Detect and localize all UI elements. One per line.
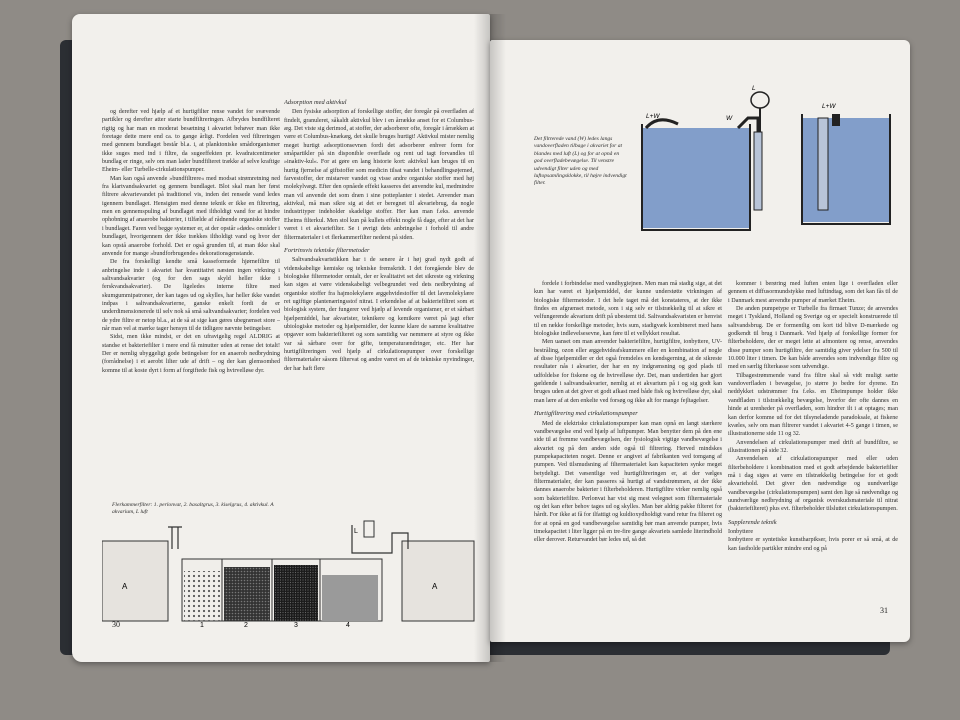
left-column-2 [284, 94, 474, 474]
pump [364, 521, 374, 537]
label-l-w-left: L+W [646, 113, 660, 120]
body-paragraph: kommer i berøring med luften enten lige i overfladen eller gennem et diffusormundstykke med luftindtag, som det kan fås til de i Danmark mest anvendte pumper af mærket Eheim. [728, 281, 898, 304]
label-a-left: A [122, 582, 128, 591]
body-paragraph: og derefter ved hjælp af et hurtigfilter rense vandet for svævende partikler og derefter atter starte bundfiltreringen. Afbrydes bundfilteret rigtig og har man en moderat besætning i akvariet behøver man ikke foretage dette mere end ca. to gange årligt. Fordelen ved filtreringen med gennem bundlaget består bl.a. i, at planktoniske smådorganismer ikke suges med ind i filtre, da sugeeffekten pr. kvadratcentimeter bundlag er ringe, selv om man lader bundfilteret trække af selve kraftige Eheim- eller Turbelle-cirkulationspumper. [102, 109, 280, 174]
aquarium-right [402, 541, 474, 621]
label-a-right: A [432, 582, 438, 591]
body-paragraph: Saltvandsakvaristikken har i de senere år i høj grad nydt godt af videnskabelige kemiske og tekniske fremskridt. I det foregående blev de biologiske filtermetoder omtalt, der er kvalitativt set det sikreste og virkning kan siges at være videnskabeligt velbegrundet ved dets nedbrydning af organiske stoffer fra hajmolekylære æggehvidestoffer til det lavmolekylære ret ugiftige plantenæringsstof nitrat. I erkendelse af at bakteriefiltret som et biologisk system, der fungerer ved hjælp af levende organismer, er et sårbart hjælpemiddel, har akvarister, teknikere og kemikere været på jagt efter ubiologiske metoder og hjælpemidler, der kunne klare de samme kvalitative opgaver som bakteriefilteret og som samtidig var nemmere at styre og ikke var så sårbare over for gifte, temperaturændringer, etc. Her har hurtigfiltreringen ved hjælp af cirkulationspumper over forskellige filtermaterialer såsom filtervat og andre været en af de tekniske nyvindinger, der har haft flere [284, 257, 474, 372]
return-pipe [352, 525, 408, 553]
label-l: L [354, 528, 358, 535]
body-paragraph: De anden pumpetype er Turbelle fra firmaet Tunze; de anvendes meget i Tyskland, Holland og Sverige og er specielt konstruerede til saltvandsbrug. De er formentlig om kort tid blive D-mærkede og godkendt til brug i Danmark. Ved hjælp af forskellige former for filterbeholdere, der er meget lette at afmontere og rense, anvendes disse pumper som hurtigfiltre, der samtidig giver ydelser fra 500 til 10.000 liter i timen. De kan både anvendes som indvendige filtre og med en særlig filterkasse som udvendige. [728, 306, 898, 371]
outside-filter-tank-water [642, 128, 750, 228]
air-collection-bell [751, 92, 769, 108]
body-paragraph: Men uanset om man anvender bakteriefiltre, hurtigfiltre, ionbyttere, UV-bestråling, ozon eller æggehvideafskummere eller en kombination af nogle af disse hjælpemidler er det også fremdeles en kendsgerning, at de sikreste resultater nås i akvarier, der har en ny indgrænsning og god plads til udfoldelse for fiskene og de hvirvelløse dyr. Det, man undertiden har gjort gældende i saltvandsakvarier, nemlig at et akvarium på i og sig godt kan bruges uden at det giver et godt afkast med både fisk og hvirvelløse dyr, skal man lære af at den enkelte ved forsøg og ikke alt for mange fejltagelser. [534, 339, 722, 404]
inside-filter-tank-water [802, 118, 890, 222]
right-column-1 [534, 280, 722, 620]
body-paragraph: fordele i forbindelse med vandhygiejnen. Men man må stadig sige, at det kun har været et hjælpemiddel, der kunne understøtte virkningen af biologiske filtermetoder. I det hele taget må det konstateres, at der ikke findes en afgrænset metode, som i sig selv er tilstrækkelig til at sikre et velfungerende akvarium drift på ubestemt tid. Saltvandsakvaristen er henvist til en række forskellige metoder, hvis sum, stadigvæk kombineret med hans biologiske indlevelsesevne, kan føre til et vellykket resultat. [534, 281, 722, 338]
outside-filter-column [754, 132, 762, 210]
left-column-1 [102, 108, 280, 463]
label-1: 1 [200, 622, 204, 629]
label-l: L [752, 85, 756, 92]
right-page [490, 40, 910, 642]
section-heading-hurtigfiltrering: Hurtigfiltrering med cirkulationspumper [534, 410, 638, 418]
return-pipe-left [646, 120, 678, 128]
label-2: 2 [244, 622, 248, 629]
subheading-ionbyttere: Ionbyttere [728, 528, 754, 535]
flerkammer-filter-illustration [102, 519, 482, 629]
body-paragraph: Sidst, men ikke mindst, er det en ufravigelig regel ALDRIG at standse et bakteriefilter i mere end få minutter uden at rense det totalt! Der er nemlig ubyggeligt gode betingelser for en anaerob nedbrydning (forrådnelse) i et aerobt lilter ude af drift – og der kan glemsomhed komme til at koste dyrt i form af forgiftede fisk og hvirvelløse dyr. [102, 334, 280, 374]
label-w: W [726, 115, 733, 122]
section-heading-adsorption: Adsorption med aktivkul [284, 99, 347, 106]
page-number-left: 30 [112, 620, 120, 629]
page-number-right: 31 [880, 606, 888, 615]
ionbyttere-paragraph: Ionbyttere er syntetiske kunstharpikser, hvis porer er så små, at de kan fastholde partikler mindre end og på [728, 537, 898, 552]
inside-filter-column [818, 118, 828, 210]
chamber-2 [224, 567, 270, 621]
chamber-3 [274, 565, 318, 621]
chamber-1 [184, 571, 220, 621]
inside-pump-head [832, 114, 840, 126]
label-4: 4 [346, 622, 350, 629]
label-3: 3 [294, 622, 298, 629]
right-column-2 [728, 280, 898, 610]
body-paragraph: De fra forskelligt kendte små kasseformede hjørnefiltre til anbringelse inde i akvariet har kvantitativt næsten ingen virkning i saltvandsakvarier (og for den sags skyld heller ikke i ferskvandsakvarier). De ligeledes interne filtre med skumgummipatroner, der kan tages ud og skylles, har heller ikke vandet indpas i saltvandsakvarierne, ganske enkelt fordi de er underdimensionerede til selv nok så små saltvandsakvarier; fordelen ved de ydre filtre er netop bl.a., at de så at sige kan gøres ubegrænset store – når man vel at mærke tager hensyn til de tidligere nævnte betingelser. [102, 259, 280, 332]
return-water-illustration [638, 84, 898, 234]
return-water-caption: Det filtrerede vand (W) ledes langs vandoverfladen tilbage i akvariet for at blandes med luft (L) og for at opnå en god overfladebevægelse. Til venstre udvendigt filter uden og med luftopsamlingsklokke, til højre indvendigt filter. [534, 136, 627, 187]
siphon-pipe [168, 527, 182, 549]
section-heading-supplerende: Supplerende teknik [728, 518, 777, 526]
body-paragraph: Anvendelsen af cirkulationspumper med eller uden filterbeholdere i kombination med et godt arbejdende bakteriefilter må i dag siges at være en tilstrækkelig betingelse for et godt akvariehold. Det giver den nødvendige og uundværlige vandbevægelse (cirkulationspumpen) samt den lige så nødvendige og uundværlige nedbrydning af organisk overskudsmateriale til nitrat (bakteriefilteret) plus evt. filterbeholder tilsluttet cirkulationspumpen. [728, 456, 898, 513]
body-paragraph: Med de elektriske cirkulationspumper kan man opnå en langt stærkere vandbevægelse end ved hjælp af luftpumper. Man benytter dem på den ene side til at fremme vandbevægelsen, der fysiologisk vigtige vandbevægelse i akvariet og på den anden side også til filtrering. Herved mindskes pumpekapaciteten noget. Denne er angivet af fabrikanten ved tomgang af pumpen. Ved tilsmudsning af filtermaterialet kan kapaciteten synke meget betydeligt. Det væsentlige ved hurtigfiltreringen er, at der vælges filtermaterialer, der kan passeres så hurtigt af vandstrømmen, at der ikke dannes anaerobe bakterier i filterbeholderen. Hurtigfiltre virker nemlig også som bakteriefiltre. Perlonvat har vist sig mest velegnet som filtermateriale og det kan efter behov tages ud og skylles. Man bør aldrig pakke filteret for hårdt. For ikke at få for ilfattigt og kuldioxydholdigt vand retur fra filteret og for at opnå en god vandbevægelse samtidig bør man anvende pumper, hvis timekapacitet i liter ligger på en tre-fire gange akvariets samlede literindhold eller derover. Returvandet bør ledes ud, så det [534, 420, 722, 544]
left-page [72, 14, 490, 662]
aquarium-left [102, 541, 168, 621]
body-paragraph: Man kan også anvende »bundfiltrere« med modsat strømretning ned fra klartvandsakvariet og gennem bundlaget. Blot skal man her først filtrere akvarievandet på traditionel vis, inden det rensede vand ledes igennem bundlaget. Hensigten med denne teknik er ikke en filtrering, men en gennemspuling af bundlaget med iltholdigt vand for at hindre ophobning af anaerobe bakterier, i tilfælde af rådnende organiske stoffer i bundlaget. Faren ved begge systemer er, at der opstår »døde« områder i bundlaget, hvorigennem der ikke trækkes iltholdigt vand og hvor der kan opstå anaerobe forhold. Det er også grunden til, at man ikke skal anvende for mange »bundforbrugende« dekorationsgenstande. [102, 175, 280, 257]
label-l-w-right: L+W [822, 103, 836, 110]
section-heading-tekniske: Fortrinsvis tekniske filtermetoder [284, 246, 370, 254]
chamber-4 [322, 575, 378, 621]
body-paragraph: Tilbagestrømmende vand fra filtre skal så vidt muligt sætte vandoverfladen i bevægelse, jo større jo bedre for dyrene. En neddykket udstrømmer fra f.eks. en Eheimpumpe holder ikke vandfladen i tilstrækkelig bevægelse, hvorfor der ofte dannes en hinde at urenheder på overfladen, som hindrer ilt i at optages; man kan derfor komme ud for det tilsyneladende paradoksale, at fiskene kvæles, selv om man filtrerer vandet i akvariet 4-5 gange i timen, se illustrationerne side 11 og 32. [728, 372, 898, 438]
flerkammer-caption: Flerkammerfilter: 1. perlonvat, 2. basaltgrus, 3. kiselgrus, 4. aktivkul. A akvarium, L luft [112, 502, 274, 516]
body-paragraph: Anvendelsen af cirkulationspumper med drift af bundfiltre, se illustrationen på side 32. [728, 439, 898, 454]
body-paragraph: Den fysiske adsorption af forskellige stoffer, der foregår på overfladen af findelt, granuleret, såkaldt aktivkul blev i en årrække anset for et Columbus-æg. Det viste sig derimod, at stoffer, der adsorberer ofte, foregår i årrækken at være et Columbus-knækæg, det skulle bruges hurtigt! Aktivkul mister nemlig meget hurtigt adsorptionsevnen fordi det adsorberer enhver form for småpartikler på sin disponible overflade og rent ud tagt forvandles til »inaktiv-kul«. For at gøre en lang historie kort: aktivkul kan bruges til en hurtig fjernelse af giftstoffer som medicin tilsat vandet i behandlingsøjemed, farvestoffer, der mistarver vandet og visse andre organiske stoffer med høj molekylvægt. Efter den opnåede effekt kasseres det anvendte kul, medmindre man vil anvende det som dræn i sine potteplanter i stedet. Anvender man aktivkul, må man sikre sig at det er beregnet til akvariebrug, da nogle industrityper indeholder skadelige stoffer. Her kan man f.eks. anvende Eheims filterkul. Men stol kun på kullets effekt nogle få dage, efter at det har været i et akvariefilter. Se i øvrigt dets anbringelse i forhold til andre filtermaterialer i et flerkammerfilter nederst på siden. [284, 109, 474, 241]
